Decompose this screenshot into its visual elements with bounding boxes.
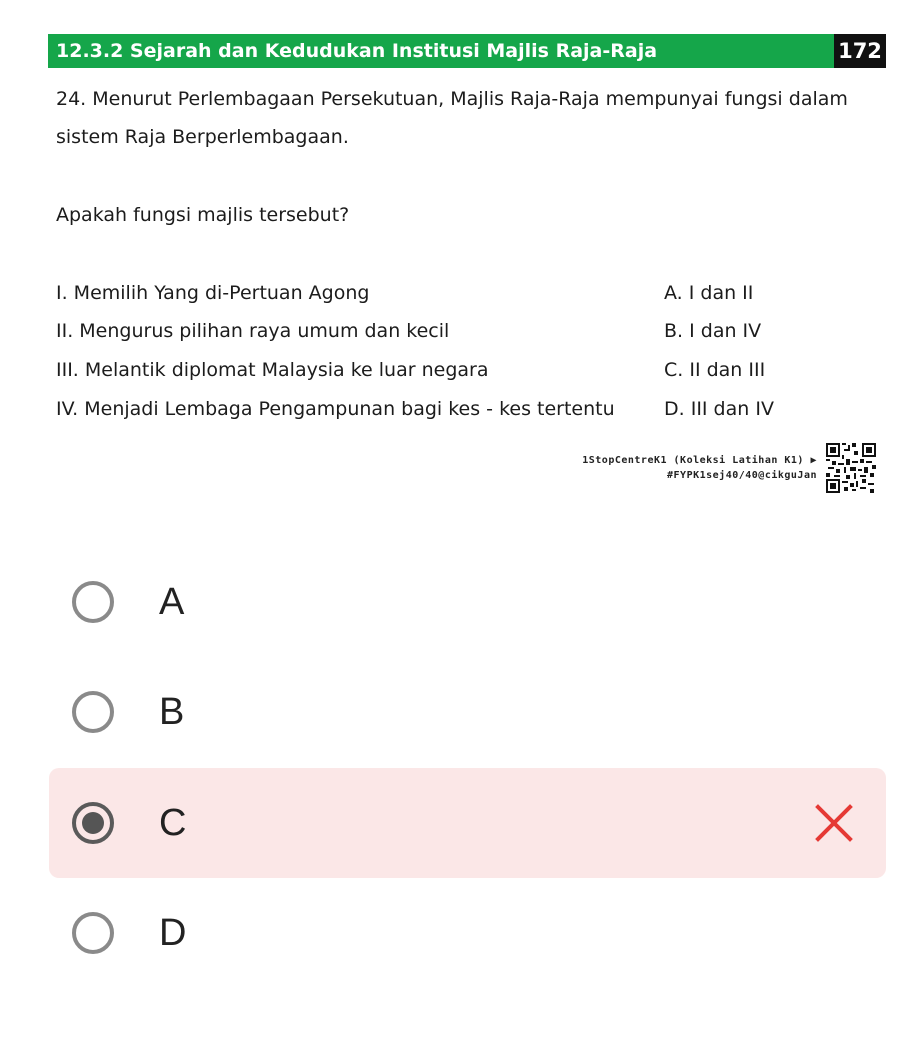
- close-x-icon: [814, 803, 854, 843]
- radio-unselected[interactable]: [72, 912, 114, 954]
- statement-2: II. Mengurus pilihan raya umum dan kecil: [56, 320, 450, 342]
- option-b[interactable]: [49, 657, 886, 767]
- radio-unselected[interactable]: [72, 581, 114, 623]
- choice-b: B. I dan IV: [664, 320, 762, 342]
- radio-dot: [82, 812, 104, 834]
- choice-a: A. I dan II: [664, 282, 754, 304]
- choice-d: D. III dan IV: [664, 398, 774, 420]
- radio-selected[interactable]: [72, 802, 114, 844]
- qr-code-icon: [826, 443, 876, 493]
- statement-4: IV. Menjadi Lembaga Pengampunan bagi kes - kes tertentu: [56, 398, 615, 420]
- option-label: C: [159, 801, 187, 844]
- option-a[interactable]: [49, 547, 886, 657]
- question-intro-line1: 24. Menurut Perlembagaan Persekutuan, Majlis Raja-Raja mempunyai fungsi dalam: [56, 88, 848, 110]
- option-c[interactable]: [49, 768, 886, 878]
- section-title: 12.3.2 Sejarah dan Kedudukan Institusi Majlis Raja-Raja: [56, 40, 658, 62]
- watermark-line2: #FYPK1sej40/40@cikguJan: [667, 470, 817, 481]
- question-intro-line2: sistem Raja Berperlembagaan.: [56, 126, 349, 148]
- option-label: B: [159, 690, 185, 733]
- option-label: D: [159, 911, 187, 954]
- statement-1: I. Memilih Yang di-Pertuan Agong: [56, 282, 370, 304]
- question-prompt: Apakah fungsi majlis tersebut?: [56, 204, 350, 226]
- option-label: A: [159, 580, 185, 623]
- watermark-line1: 1StopCentreK1 (Koleksi Latihan K1) ▶: [582, 455, 817, 466]
- option-d[interactable]: [49, 878, 886, 988]
- radio-unselected[interactable]: [72, 691, 114, 733]
- choice-c: C. II dan III: [664, 359, 766, 381]
- page-number: 172: [834, 34, 886, 68]
- statement-3: III. Melantik diplomat Malaysia ke luar negara: [56, 359, 489, 381]
- section-header: [48, 34, 886, 68]
